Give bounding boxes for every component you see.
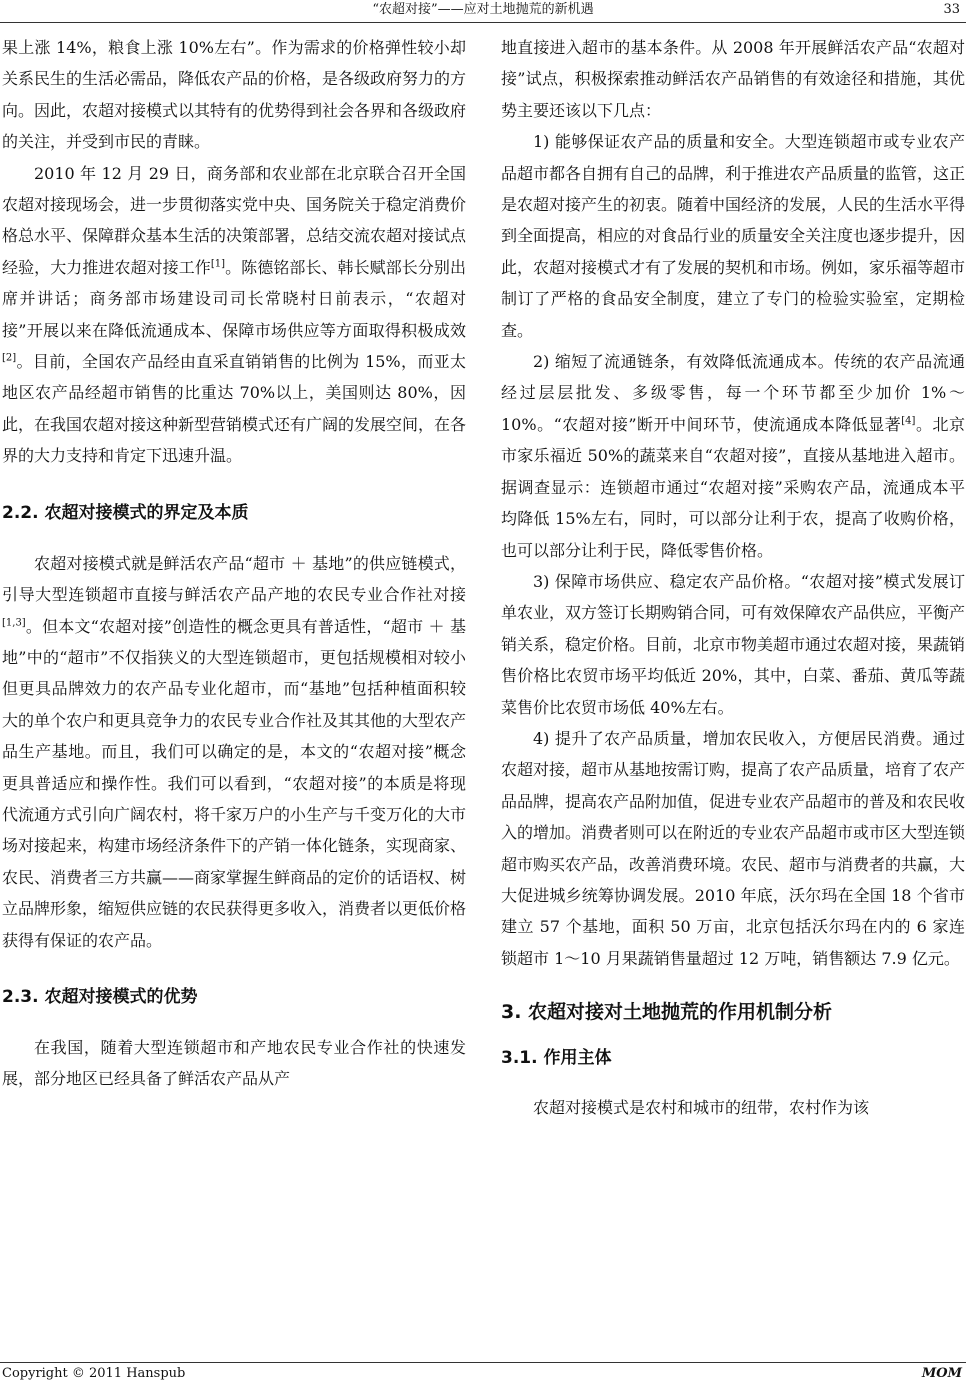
paragraph-text: 。陈德铭部长、韩长赋部长分别出席并讲话；商务部市场建设司司长常晓村日前表示，“农超对接”开展以来在降低流通成本、保障市场供应等方面取得积极成效 [2, 257, 466, 340]
subsection-heading: 3.1. 作用主体 [501, 1048, 612, 1069]
right-column [501, 32, 965, 1124]
paragraph: 果上涨 14%，粮食上涨 10%左右”。作为需求的价格弹性较小却关系民生的生活必需品，降低农产品的价格，是各级政府努力的方向。因此，农超对接模式以其特有的优势得到社会各界和各级政府的关注，并受到市民的青睐。 [2, 38, 467, 152]
page-number: 33 [943, 2, 960, 17]
citation-ref: [1] [210, 258, 226, 270]
paragraph-text: 农超对接模式就是鲜活农产品“超市 ＋ 基地”的供应链模式，引导大型连锁超市直接与鲜活农产品产地的农民专业合作社对接 [2, 553, 466, 605]
section-heading: 2.2. 农超对接模式的界定及本质 [2, 502, 249, 523]
paragraph: 1) 能够保证农产品的质量和安全。大型连锁超市或专业农产品超市都各自拥有自己的品牌，利于推进农产品质量的监管，这正是农超对接产生的初衷。随着中国经济的发展，人民的生活水平得到全面提高，相应的对食品行业的质量安全关注度也逐步提升，因此，农超对接模式才有了发展的契机和市场。例如，家乐福等超市制订了严格的食品安全制度，建立了专门的检验实验室，定期检查。 [501, 132, 966, 340]
left-column [2, 32, 466, 1095]
section-heading: 2.3. 农超对接模式的优势 [2, 986, 198, 1007]
paragraph [2, 158, 466, 472]
paragraph-text: 。目前，全国农产品经由直采直销销售的比例为 15%，而亚太地区农产品经超市销售的比重达 70%以上，美国则达 80%，因此，在我国农超对接这种新型营销模式还有广阔的发展空间，在各界的大力支持和肯定下迅速升温。 [2, 352, 467, 466]
paragraph [2, 548, 466, 956]
paragraph: 农超对接模式是农村和城市的纽带，农村作为该 [533, 1098, 870, 1118]
copyright-notice: Copyright © 2011 Hanspub [2, 1366, 186, 1381]
paragraph: 3) 保障市场供应、稳定农产品价格。“农超对接”模式发展订单农业，双方签订长期购销合同，可有效保障农产品供应，平衡产销关系，稳定价格。目前，北京市物美超市通过农超对接，果蔬销售价格比农贸市场平均低近 20%，其中，白菜、番茄、黄瓜等蔬菜售价比农贸市场低 40%左右。 [501, 571, 966, 717]
running-header [0, 0, 966, 23]
citation-ref: [4] [901, 415, 916, 427]
journal-name: MOM [921, 1366, 962, 1381]
page-footer [0, 1362, 966, 1383]
citation-ref: [1,3] [2, 617, 26, 629]
paragraph-text: 。北京市家乐福近 50%的蔬菜来自“农超对接”，直接从基地进入超市。据调查显示：连锁超市通过“农超对接”采购农产品，流通成本平均降低 15%左右，同时，可以部分让利于农，提高了收购价格，也可以部分让利于民，降低零售价格。 [501, 414, 965, 560]
section-heading: 3. 农超对接对土地抛荒的作用机制分析 [501, 1001, 833, 1024]
paragraph: 地直接进入超市的基本条件。从 2008 年开展鲜活农产品“农超对接”试点，积极探索推动鲜活农产品销售的有效途径和措施，其优势主要还该以下几点： [501, 38, 965, 120]
paragraph-text: 2) 缩短了流通链条，有效降低流通成本。传统的农产品流通经过层层批发、多级零售，每一个环节都至少加价 1%～10%。“农超对接”断开中间环节，使流通成本降低显著 [501, 352, 965, 434]
paragraph-text: 2010 年 12 月 29 日，商务部和农业部在北京联合召开全国农超对接现场会，进一步贯彻落实党中央、国务院关于稳定消费价格总水平、保障群众基本生活的决策部署，总结交流农超对接试点经验，大力推进农超对接工作 [2, 163, 467, 277]
citation-ref: [2] [2, 352, 17, 364]
paragraph: 在我国，随着大型连锁超市和产地农民专业合作社的快速发展，部分地区已经具备了鲜活农产品从产 [2, 1037, 466, 1089]
running-title: “农超对接”——应对土地抛荒的新机遇 [372, 2, 594, 17]
paragraph: 4) 提升了农产品质量，增加农民收入，方便居民消费。通过农超对接，超市从基地按需订购，提高了农产品质量，培育了农产品品牌，提高农产品附加值，促进专业农产品超市的普及和农民收入的增加。消费者则可以在附近的专业农产品超市或市区大型连锁超市购买农产品，改善消费环境。农民、超市与消费者的共赢，大大促进城乡统筹协调发展。2010 年底，沃尔玛在全国 18 个省市建立 57 个基地，面积 50 万亩，北京包括沃尔玛在内的 6 家连锁超市 1～10 月果蔬销售量超过 12 万吨，销售额达 7.9 亿元。 [501, 728, 966, 968]
paragraph [501, 346, 965, 566]
paragraph-text: 。但本文“农超对接”创造性的概念更具有普适性，“超市 ＋ 基地”中的“超市”不仅指狭义的大型连锁超市，更包括规模相对较小但更具品牌效力的农产品专业化超市，而“基地”包括种植面积较大的单个农户和更具竞争力的农民专业合作社及其其他的大型农产品生产基地。而且，我们可以确定的是，本文的“农超对接”概念更具普适应和操作性。我们可以看到，“农超对接”的本质是将现代流通方式引向广阔农村，将千家万户的小生产与千变万化的大市场对接起来，构建市场经济条件下的产销一体化链条，实现商家、农民、消费者三方共赢——商家掌握生鲜商品的定价的话语权、树立品牌形象，缩短供应链的农民获得更多收入，消费者以更低价格获得有保证的农产品。 [2, 616, 467, 950]
